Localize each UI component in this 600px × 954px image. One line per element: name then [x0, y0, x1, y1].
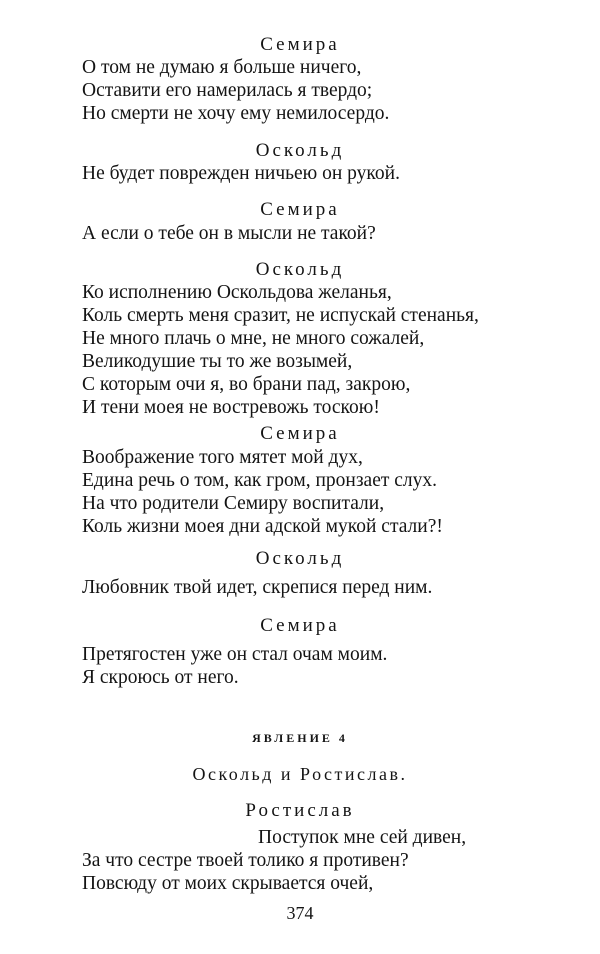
- verse-line: Великодушие ты то же возымей,: [82, 351, 353, 372]
- speaker-name: Оскольд: [255, 548, 345, 569]
- verse-line: Я скроюсь от него.: [82, 667, 239, 688]
- verse-line: Едина речь о том, как гром, пронзает слух.: [82, 470, 438, 491]
- verse-line: Но смерти не хочу ему немилосердо.: [82, 103, 390, 124]
- verse-line: Повсюду от моих скрывается очей,: [82, 873, 374, 894]
- verse-line: За что сестре твоей толико я противен?: [82, 850, 409, 871]
- speaker-name: Оскольд: [255, 140, 345, 161]
- verse-line: Воображение того мятет мой дух,: [82, 447, 363, 468]
- scene-heading: ЯВЛЕНИЕ 4: [252, 731, 348, 745]
- verse-line: Оставити его намерилась я твердо;: [82, 80, 373, 101]
- speaker-name: Семира: [260, 615, 340, 636]
- verse-line: Поступок мне сей дивен,: [258, 827, 467, 848]
- speaker-name: Ростислав: [245, 800, 355, 821]
- speaker-name: Семира: [260, 199, 340, 220]
- verse-line: Не много плачь о мне, не много сожалей,: [82, 328, 425, 349]
- verse-line: На что родители Семиру воспитали,: [82, 493, 385, 514]
- verse-line: Коль смерть меня сразит, не испускай стенанья,: [82, 305, 479, 326]
- scene-cast: Оскольд и Ростислав.: [192, 764, 408, 784]
- verse-line: О том не думаю я больше ничего,: [82, 57, 362, 78]
- verse-line: Претягостен уже он стал очам моим.: [82, 644, 388, 665]
- speaker-name: Оскольд: [255, 259, 345, 280]
- verse-line: Не будет поврежден ничьею он рукой.: [82, 163, 400, 184]
- verse-line: Любовник твой идет, скрепися перед ним.: [82, 577, 433, 598]
- verse-line: Коль жизни моея дни адской мукой стали?!: [82, 516, 443, 537]
- verse-line: А если о тебе он в мысли не такой?: [82, 223, 376, 244]
- verse-line: Ко исполнению Оскольдова желанья,: [82, 282, 392, 303]
- page-number: 374: [286, 903, 314, 923]
- verse-line: С которым очи я, во брани пад, закрою,: [82, 374, 411, 395]
- speaker-name: Семира: [260, 34, 340, 55]
- verse-line: И тени моея не востревожь тоскою!: [82, 397, 380, 418]
- speaker-name: Семира: [260, 423, 340, 444]
